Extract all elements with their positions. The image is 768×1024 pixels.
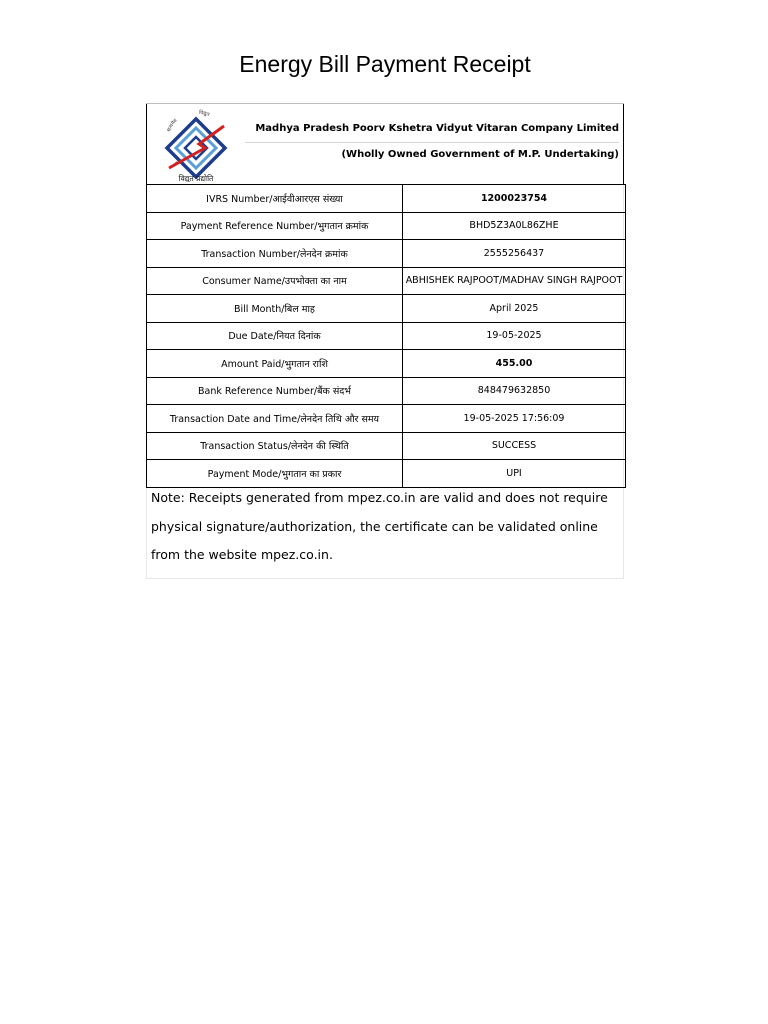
amount-paid-value: 455.00 bbox=[403, 350, 626, 378]
table-row bbox=[147, 212, 626, 240]
company-subtitle: (Wholly Owned Government of M.P. Undertaking) bbox=[341, 149, 619, 160]
transaction-number-label: Transaction Number/लेनदेन क्रमांक bbox=[147, 240, 403, 268]
consumer-name-label: Consumer Name/उपभोक्ता का नाम bbox=[147, 267, 403, 295]
transaction-status-label: Transaction Status/लेनदेन की स्थिति bbox=[147, 432, 403, 460]
amount-paid-label: Amount Paid/भुगतान राशि bbox=[147, 350, 403, 378]
table-row bbox=[147, 460, 626, 488]
transaction-status-value: SUCCESS bbox=[403, 432, 626, 460]
transaction-datetime-label: Transaction Date and Time/लेनदेन तिथि और समय bbox=[147, 405, 403, 433]
payment-details-table bbox=[146, 184, 626, 488]
table-row bbox=[147, 240, 626, 268]
payment-mode-value: UPI bbox=[403, 460, 626, 488]
table-row bbox=[147, 377, 626, 405]
table-row bbox=[147, 267, 626, 295]
transaction-number-value: 2555256437 bbox=[403, 240, 626, 268]
company-logo-icon bbox=[161, 108, 231, 182]
page-title: Energy Bill Payment Receipt bbox=[239, 51, 531, 77]
table-row bbox=[147, 405, 626, 433]
company-name: Madhya Pradesh Poorv Kshetra Vidyut Vitaran Company Limited bbox=[255, 123, 619, 134]
note-line: from the website mpez.co.in. bbox=[151, 547, 333, 562]
due-date-value: 19-05-2025 bbox=[403, 322, 626, 350]
table-row bbox=[147, 350, 626, 378]
bill-month-label: Bill Month/बिल माह bbox=[147, 295, 403, 323]
svg-text:विद्युत: विद्युत bbox=[198, 109, 211, 119]
note-line: Note: Receipts generated from mpez.co.in are valid and does not require bbox=[151, 490, 608, 505]
logo-caption: विद्युत प्रद्योति bbox=[178, 174, 214, 182]
payment-mode-label: Payment Mode/भुगतान का प्रकार bbox=[147, 460, 403, 488]
due-date-label: Due Date/नियत दिनांक bbox=[147, 322, 403, 350]
consumer-name-value: ABHISHEK RAJPOOT/MADHAV SINGH RAJPOOT bbox=[403, 267, 626, 295]
table-row bbox=[147, 295, 626, 323]
header-divider bbox=[245, 142, 619, 143]
validity-note bbox=[151, 484, 621, 570]
note-line: physical signature/authorization, the certificate can be validated online bbox=[151, 518, 598, 534]
bill-month-value: April 2025 bbox=[403, 295, 626, 323]
ivrs-number-label: IVRS Number/आईवीआरएस संख्या bbox=[147, 185, 403, 213]
payment-reference-label: Payment Reference Number/भुगतान क्रमांक bbox=[147, 212, 403, 240]
payment-reference-value: BHD5Z3A0L86ZHE bbox=[403, 212, 626, 240]
table-row bbox=[147, 185, 626, 213]
transaction-datetime-value: 19-05-2025 17:56:09 bbox=[403, 405, 626, 433]
ivrs-number-value: 1200023754 bbox=[403, 185, 626, 213]
bank-reference-value: 848479632850 bbox=[403, 377, 626, 405]
bank-reference-label: Bank Reference Number/बैंक संदर्भ bbox=[147, 377, 403, 405]
table-row bbox=[147, 432, 626, 460]
table-row bbox=[147, 322, 626, 350]
svg-text:सत्यमेव: सत्यमेव bbox=[166, 117, 179, 133]
receipt-header bbox=[146, 104, 624, 184]
